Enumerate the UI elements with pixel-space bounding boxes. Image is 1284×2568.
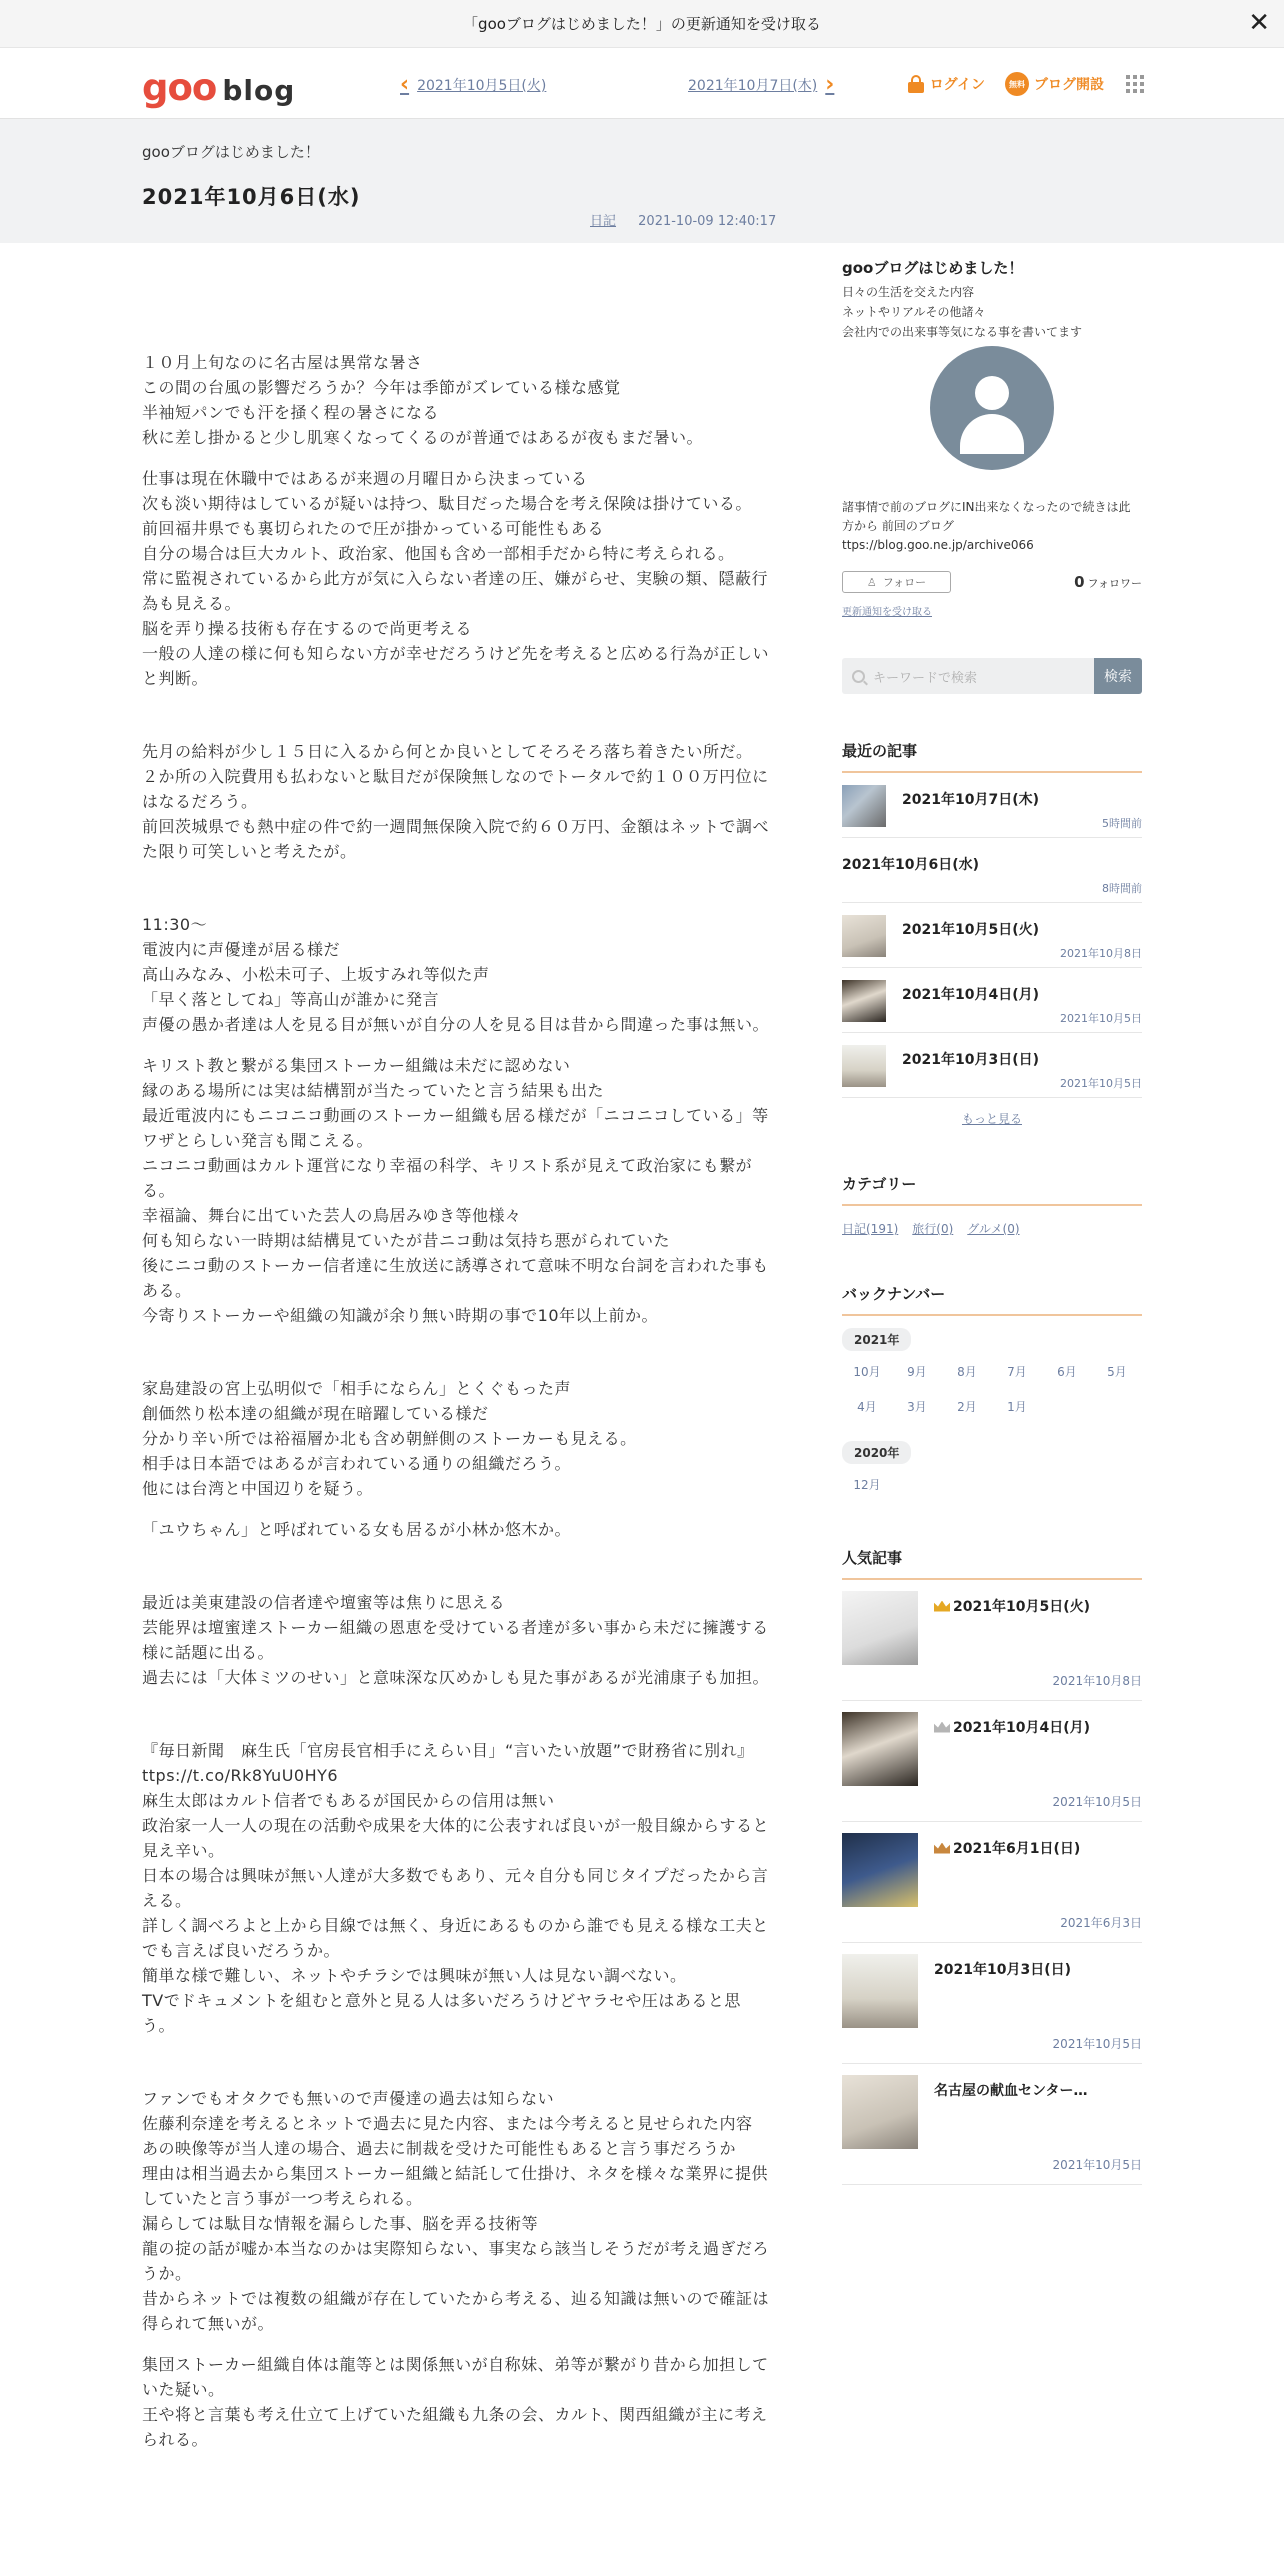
article-paragraph: 最近は美東建設の信者達や壇蜜等は焦りに思える 芸能界は壇蜜達ストーカー組織の恩恵を受けている者達が多い事から未だに擁護する様に話題に出る。 過去には「大体ミツのせい」と意味深な仄めかしも見た事があるが光浦康子も加担。: [142, 1593, 770, 1687]
recent-post-time: 2021年10月8日: [1060, 947, 1142, 960]
open-blog-button[interactable]: [1005, 72, 1104, 96]
backnumber-list: [842, 1316, 1142, 1507]
post-thumbnail: [842, 1045, 886, 1087]
profile-note: 諸事情で前のブログにIN出来なくなったので続きは此方から 前回のブログ ttps://blog.goo.ne.jp/archive066: [842, 500, 1131, 552]
category-link[interactable]: 旅行(0): [912, 1222, 954, 1236]
article-paragraph: キリスト教と繋がる集団ストーカー組織は未だに認めない 縁のある場所には実は結構罰が当たっていたと言う結果も出た 最近電波内にもニコニコ動画のストーカー組織も居る様だが「ニコニコしている」等ワザとらしい発言も聞こえる。 ニコニコ動画はカルト運営になり幸福の科学、キリスト系が見えて政治家にも繋がる。 幸福論、舞台に出ていた芸人の鳥居みゆき等他様々 何も知らない一時期は結構見ていたが昔ニコ動は気持ち悪がられていた 後にニコ動のストーカー信者達に生放送に誘導されて意味不明な台詞を言われた事もある。 今寄りストーカーや組織の知識が余り無い時期の事で10年以上前か。: [142, 1056, 769, 1325]
article-paragraph: 仕事は現在休職中ではあるが来週の月曜日から決まっている 次も淡い期待はしているが疑いは持つ、駄目だった場合を考え保険は掛けている。 前回福井県でも裏切られたので圧が掛かっている可能性もある 自分の場合は巨大カルト、政治家、他国も含め一部相手だから特に考えられる。 常に監視されているから此方が気に入らない者達の圧、嫌がらせ、実験の類、隠蔽行為も見える。 脳を弄り操る技術も存在するので尚更考える 一般の人達の様に何も知らない方が幸せだろうけど先を考えると広める行為が正しいと判断。: [142, 469, 770, 688]
prev-post-link[interactable]: [400, 72, 547, 97]
popular-post-title: 名古屋の献血センター…: [934, 2083, 1088, 2099]
post-timestamp: 2021-10-09 12:40:17: [638, 214, 777, 229]
recent-post-item[interactable]: [842, 838, 1142, 903]
popular-posts-list: [842, 1580, 1142, 2185]
recent-post-item[interactable]: [842, 1033, 1142, 1098]
search-icon: [852, 670, 865, 683]
site-header: [0, 48, 1284, 119]
post-thumbnail: [842, 980, 886, 1022]
search-button[interactable]: 検索: [1094, 658, 1142, 694]
post-thumbnail: [842, 1833, 918, 1907]
month-link[interactable]: 9月: [907, 1365, 927, 1379]
follow-label: フォロー: [882, 576, 927, 589]
user-head-icon: [975, 376, 1009, 410]
update-notice-link[interactable]: 「gooブログはじめました！」の更新通知を受け取る: [463, 15, 821, 33]
popular-post-date: 2021年10月5日: [1052, 1795, 1142, 1809]
logo-goo-text: goo: [142, 66, 217, 109]
avatar[interactable]: [930, 346, 1054, 470]
month-list: [842, 1472, 1142, 1507]
post-thumbnail: [842, 915, 886, 957]
popular-post-title: 2021年10月5日(火): [953, 1599, 1090, 1615]
profile-description: 日々の生活を交えた内容 ネットやリアルその他諸々 会社内での出来事等気になる事を書いてます: [842, 285, 1083, 339]
category-heading: カテゴリー: [842, 1173, 1142, 1206]
post-meta: [590, 210, 776, 229]
category-list: [842, 1220, 1142, 1237]
next-post-date: 2021年10月7日(木): [688, 78, 818, 94]
follower-count: [1074, 573, 1142, 591]
goo-blog-logo[interactable]: [142, 66, 295, 109]
recent-post-time: 2021年10月5日: [1060, 1012, 1142, 1025]
recent-post-title: 2021年10月5日(火): [902, 922, 1039, 938]
month-link[interactable]: 5月: [1107, 1365, 1127, 1379]
popular-post-title-wrap: [934, 1838, 1080, 1858]
post-thumbnail: [842, 2075, 918, 2149]
logo-blog-text: blog: [222, 74, 296, 107]
login-label: ログイン: [929, 77, 985, 93]
recent-posts-list: [842, 773, 1142, 1098]
popular-post-title-wrap: [934, 1596, 1090, 1616]
follow-button[interactable]: [842, 571, 951, 593]
crown-icon: [934, 1843, 950, 1854]
recent-post-item[interactable]: [842, 773, 1142, 838]
next-post-link[interactable]: [688, 72, 835, 97]
sidebar: [842, 245, 1142, 2185]
recent-post-title: 2021年10月6日(水): [842, 857, 979, 873]
month-link[interactable]: 3月: [907, 1400, 927, 1414]
popular-post-title: 2021年10月3日(日): [934, 1962, 1071, 1978]
article-paragraph: 先月の給料が少し１５日に入るから何とか良いとしてそろそろ落ち着きたい所だ。 ２か所の入院費用も払わないと駄目だが保険無しなのでトータルで約１００万円位にはなるだろう。 前回茨城県でも熱中症の件で約一週間無保険入院で約６０万円、金額はネットで調べた限り可笑しいと考えたが。: [142, 742, 770, 861]
popular-post-date: 2021年6月3日: [1060, 1916, 1142, 1930]
category-link[interactable]: 日記(191): [842, 1222, 899, 1236]
recent-post-time: 8時間前: [1102, 882, 1142, 895]
lock-icon: [908, 75, 924, 93]
popular-post-date: 2021年10月5日: [1052, 2158, 1142, 2172]
recent-post-time: 5時間前: [1102, 817, 1142, 830]
year-label: 2021年: [842, 1328, 911, 1351]
follower-number: 0: [1074, 573, 1085, 591]
month-link[interactable]: 1月: [1007, 1400, 1027, 1414]
popular-post-title-wrap: [934, 1717, 1090, 1737]
recent-post-title: 2021年10月7日(木): [902, 792, 1039, 808]
follower-label: フォロワー: [1087, 577, 1142, 590]
login-button[interactable]: [908, 74, 985, 94]
popular-post-title: 2021年10月4日(月): [953, 1720, 1090, 1736]
recent-post-title: 2021年10月3日(日): [902, 1052, 1039, 1068]
post-thumbnail: [842, 785, 886, 827]
post-thumbnail: [842, 1591, 918, 1665]
post-body: [142, 350, 772, 2452]
search-box: [842, 658, 1142, 694]
post-title: 2021年10月6日(水): [142, 185, 361, 209]
article-paragraph: 『毎日新聞 麻生氏「官房長官相手にえらい目」“言いたい放題”で財務省に別れ』 ttps://t.co/Rk8YuU0HY6 麻生太郎はカルト信者でもあるが国民からの信用は無い 政治家一人一人の現在の活動や成果を大体的に公表すれば良いが一般目線からすると見え辛い。 日本の場合は興味が無い人達が大多数でもあり、元々自分も同じタイプだったから言える。 詳しく調べろよと上から目線では無く、身近にあるものから誰でも見える様な工夫とでも言えば良いだろうか。 簡単な様で難しい、ネットやチラシでは興味が無い人は見ない調べない。 TVでドキュメントを組むと意外と見る人は多いだろうけどヤラセや圧はあると思う。: [142, 1741, 770, 2035]
user-body-icon: [960, 414, 1024, 454]
month-link[interactable]: 6月: [1057, 1365, 1077, 1379]
open-blog-label: ブログ開設: [1034, 77, 1104, 93]
search-input[interactable]: [842, 658, 1094, 694]
month-link[interactable]: 7月: [1007, 1365, 1027, 1379]
recent-post-item[interactable]: [842, 968, 1142, 1033]
profile-name[interactable]: gooブログはじめました！: [842, 259, 1024, 277]
post-category-link[interactable]: 日記: [590, 214, 617, 229]
month-link[interactable]: 8月: [957, 1365, 977, 1379]
follow-row: [842, 571, 1142, 593]
article-paragraph: 集団ストーカー組織自体は龍等とは関係無いが自称妹、弟等が繋がり昔から加担していた疑い。 王や将と言葉も考え仕立て上げていた組織も九条の会、カルト、関西組織が主に考えられる。: [142, 2355, 769, 2449]
month-link[interactable]: 10月: [853, 1365, 881, 1379]
popular-post-title-wrap: [934, 2080, 1087, 2100]
chevron-left-icon: ‹: [400, 72, 410, 97]
popular-post-item[interactable]: [842, 1822, 1142, 1943]
recent-heading: 最近の記事: [842, 740, 1142, 773]
month-link[interactable]: 12月: [853, 1478, 881, 1492]
article-paragraph: １０月上旬なのに名古屋は異常な暑さ この間の台風の影響だろうか？今年は季節がズレている様な感覚 半袖短パンでも汗を掻く程の暑さになる 秋に差し掛かると少し肌寒くなってくるのが普通ではあるが夜もまだ暑い。: [142, 353, 704, 447]
post-thumbnail: [842, 1954, 918, 2028]
month-link[interactable]: 2月: [957, 1400, 977, 1414]
popular-post-title: 2021年6月1日(日): [953, 1841, 1081, 1857]
notify-subscribe-link[interactable]: 更新通知を受け取る: [842, 607, 932, 618]
month-link[interactable]: 4月: [857, 1400, 877, 1414]
year-label: 2020年: [842, 1441, 911, 1464]
popular-post-item[interactable]: [842, 1943, 1142, 2064]
article-paragraph: ファンでもオタクでも無いので声優達の過去は知らない 佐藤利奈達を考えるとネットで過去に見た内容、または今考えると見せられた内容 あの映像等が当人達の場合、過去に制裁を受けた可能性もあると言う事だろうか 理由は相当過去から集団ストーカー組織と結託して仕掛け、ネタを様々な業界に提供していたと言う事が一つ考えられる。 漏らしては駄目な情報を漏らした事、脳を弄る技術等 龍の掟の話が嘘か本当なのかは実際知らない、事実なら該当しそうだが考え過ぎだろうか。 昔からネットでは複数の組織が存在していたから考える、辿る知識は無いので確証は得られて無いが。: [142, 2089, 770, 2333]
category-link[interactable]: グルメ(0): [967, 1222, 1020, 1236]
more-link[interactable]: もっと見る: [961, 1112, 1022, 1126]
popular-post-item[interactable]: [842, 1580, 1142, 1701]
popular-post-date: 2021年10月5日: [1052, 2037, 1142, 2051]
recent-post-title: 2021年10月4日(月): [902, 987, 1039, 1003]
popular-heading: 人気記事: [842, 1547, 1142, 1580]
header-actions: [888, 72, 1144, 96]
article-paragraph: 「ユウちゃん」と呼ばれている女も居るが小林か悠木か。: [142, 1520, 572, 1539]
article-paragraph: 家島建設の宮上弘明似で「相手にならん」とくぐもった声 創価然り松本達の組織が現在暗躍している様だ 分かり辛い所では裕福層か北も含め朝鮮側のストーカーも見える。 相手は日本語ではあるが言われている通りの組織だろう。 他には台湾と中国辺りを疑う。: [142, 1379, 637, 1498]
crown-icon: [934, 1722, 950, 1733]
popular-post-title-wrap: [934, 1959, 1071, 1979]
chevron-right-icon: ›: [825, 72, 835, 97]
popular-post-item[interactable]: [842, 1701, 1142, 1822]
month-list: [842, 1359, 1142, 1429]
free-badge-icon: 無料: [1005, 72, 1029, 96]
recent-post-time: 2021年10月5日: [1060, 1077, 1142, 1090]
blog-name-link[interactable]: gooブログはじめました！: [142, 143, 320, 161]
close-icon[interactable]: ✕: [1248, 8, 1270, 38]
search-placeholder: キーワードで検索: [873, 670, 978, 686]
post-thumbnail: [842, 1712, 918, 1786]
app-grid-icon[interactable]: [1126, 75, 1144, 93]
prev-post-date: 2021年10月5日(火): [417, 78, 547, 94]
article-paragraph: 11:30～ 電波内に声優達が居る様だ 高山みなみ、小松未可子、上坂すみれ等似た声 「早く落としてね」等高山が誰かに発言 声優の愚か者達は人を見る目が無いが自分の人を見る目は昔から間違った事は無い。: [142, 915, 770, 1034]
crown-icon: [934, 1601, 950, 1612]
recent-post-item[interactable]: [842, 903, 1142, 968]
person-icon: ♙: [866, 575, 877, 589]
popular-post-date: 2021年10月8日: [1052, 1674, 1142, 1688]
backnumber-heading: バックナンバー: [842, 1283, 1142, 1316]
popular-post-item[interactable]: [842, 2064, 1142, 2185]
update-notice-bar: [0, 0, 1284, 48]
post-title-band: [0, 119, 1284, 243]
